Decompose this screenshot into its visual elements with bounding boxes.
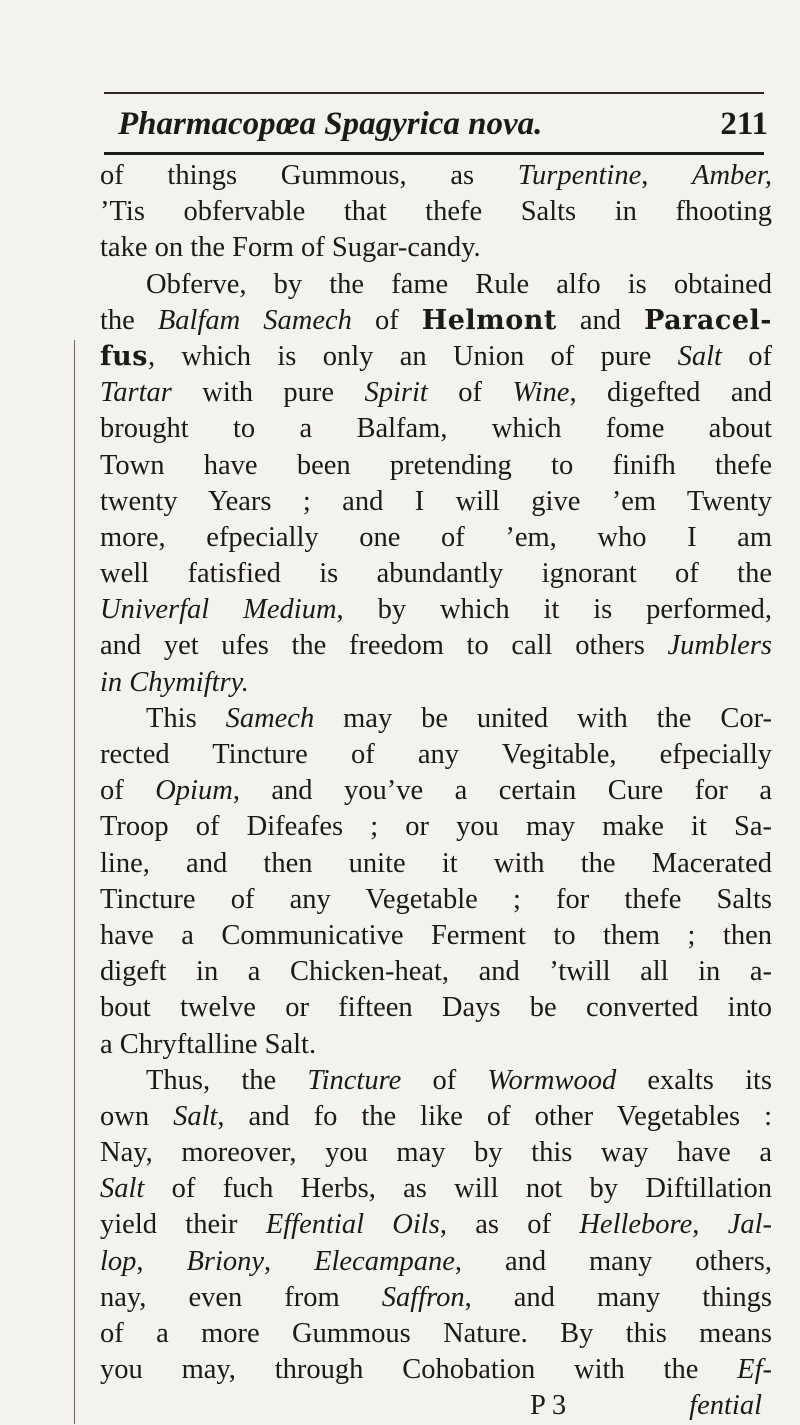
text-line: Salt of fuch Herbs, as will not by Diftillation <box>100 1173 772 1205</box>
text-line: own Salt, and fo the like of other Vegetables : <box>100 1100 772 1132</box>
running-title: Pharmacopœa Spagyrica nova. <box>118 106 543 142</box>
head-rule <box>104 152 764 155</box>
text-line: nay, even from Saffron, and many things <box>100 1281 772 1313</box>
text-line: Troop of Difeafes ; or you may make it Sa- <box>100 811 772 843</box>
catchword: fential <box>689 1390 762 1422</box>
text-line: ’Tis obfervable that thefe Salts in fhooting <box>100 196 772 228</box>
text-line: and yet ufes the freedom to call others Jumblers <box>100 630 772 662</box>
text-line: yield their Effential Oils, as of Hellebore, Jal- <box>100 1209 772 1241</box>
text-line: lop, Briony, Elecampane, and many others, <box>100 1245 772 1277</box>
signature-mark: P 3 <box>530 1390 567 1422</box>
text-line: bout twelve or fifteen Days be converted into <box>100 992 772 1024</box>
text-line: Obferve, by the fame Rule alfo is obtained <box>146 268 772 300</box>
text-line: Tincture of any Vegetable ; for thefe Salts <box>100 883 772 915</box>
text-line: take on the Form of Sugar-candy. <box>100 232 481 264</box>
body-text <box>100 158 772 1425</box>
text-line: of a more Gummous Nature. By this means <box>100 1318 772 1349</box>
text-line: the Balfam Samech of Helmont and Paracel- <box>100 304 772 336</box>
text-line: Town have been pretending to finifh thefe <box>100 449 772 481</box>
text-line: Thus, the Tincture of Wormwood exalts its <box>146 1064 772 1096</box>
text-line: a Chryftalline Salt. <box>100 1028 317 1060</box>
text-line: have a Communicative Ferment to them ; then <box>100 919 772 951</box>
text-line: Tartar with pure Spirit of Wine, digefted and <box>100 377 772 409</box>
text-line: twenty Years ; and I will give ’em Twenty <box>100 485 772 517</box>
page-footer <box>100 1388 772 1424</box>
text-line: line, and then unite it with the Macerated <box>100 847 772 879</box>
text-line: of things Gummous, as Turpentine, Amber, <box>100 160 772 191</box>
gutter-line <box>74 340 75 1424</box>
text-line: of Opium, and you’ve a certain Cure for a <box>100 775 772 807</box>
text-line: rected Tincture of any Vegitable, efpecially <box>100 739 772 770</box>
text-line: Univerfal Medium, by which it is performed, <box>100 594 772 626</box>
page-number: 211 <box>720 106 768 142</box>
text-line: well fatisfied is abundantly ignorant of the <box>100 558 772 590</box>
text-line: brought to a Balfam, which fome about <box>100 413 772 445</box>
text-line: more, efpecially one of ’em, who I am <box>100 521 772 553</box>
text-line: This Samech may be united with the Cor- <box>146 702 772 734</box>
text-line: in Chymiftry. <box>100 666 249 698</box>
text-line: Nay, moreover, you may by this way have a <box>100 1137 772 1169</box>
top-rule <box>104 92 764 94</box>
text-line: fus, which is only an Union of pure Salt of <box>100 340 772 372</box>
text-line: you may, through Cohobation with the Ef- <box>100 1354 772 1386</box>
text-line: digeft in a Chicken-heat, and ’twill all in a- <box>100 956 772 988</box>
running-head <box>118 96 768 152</box>
